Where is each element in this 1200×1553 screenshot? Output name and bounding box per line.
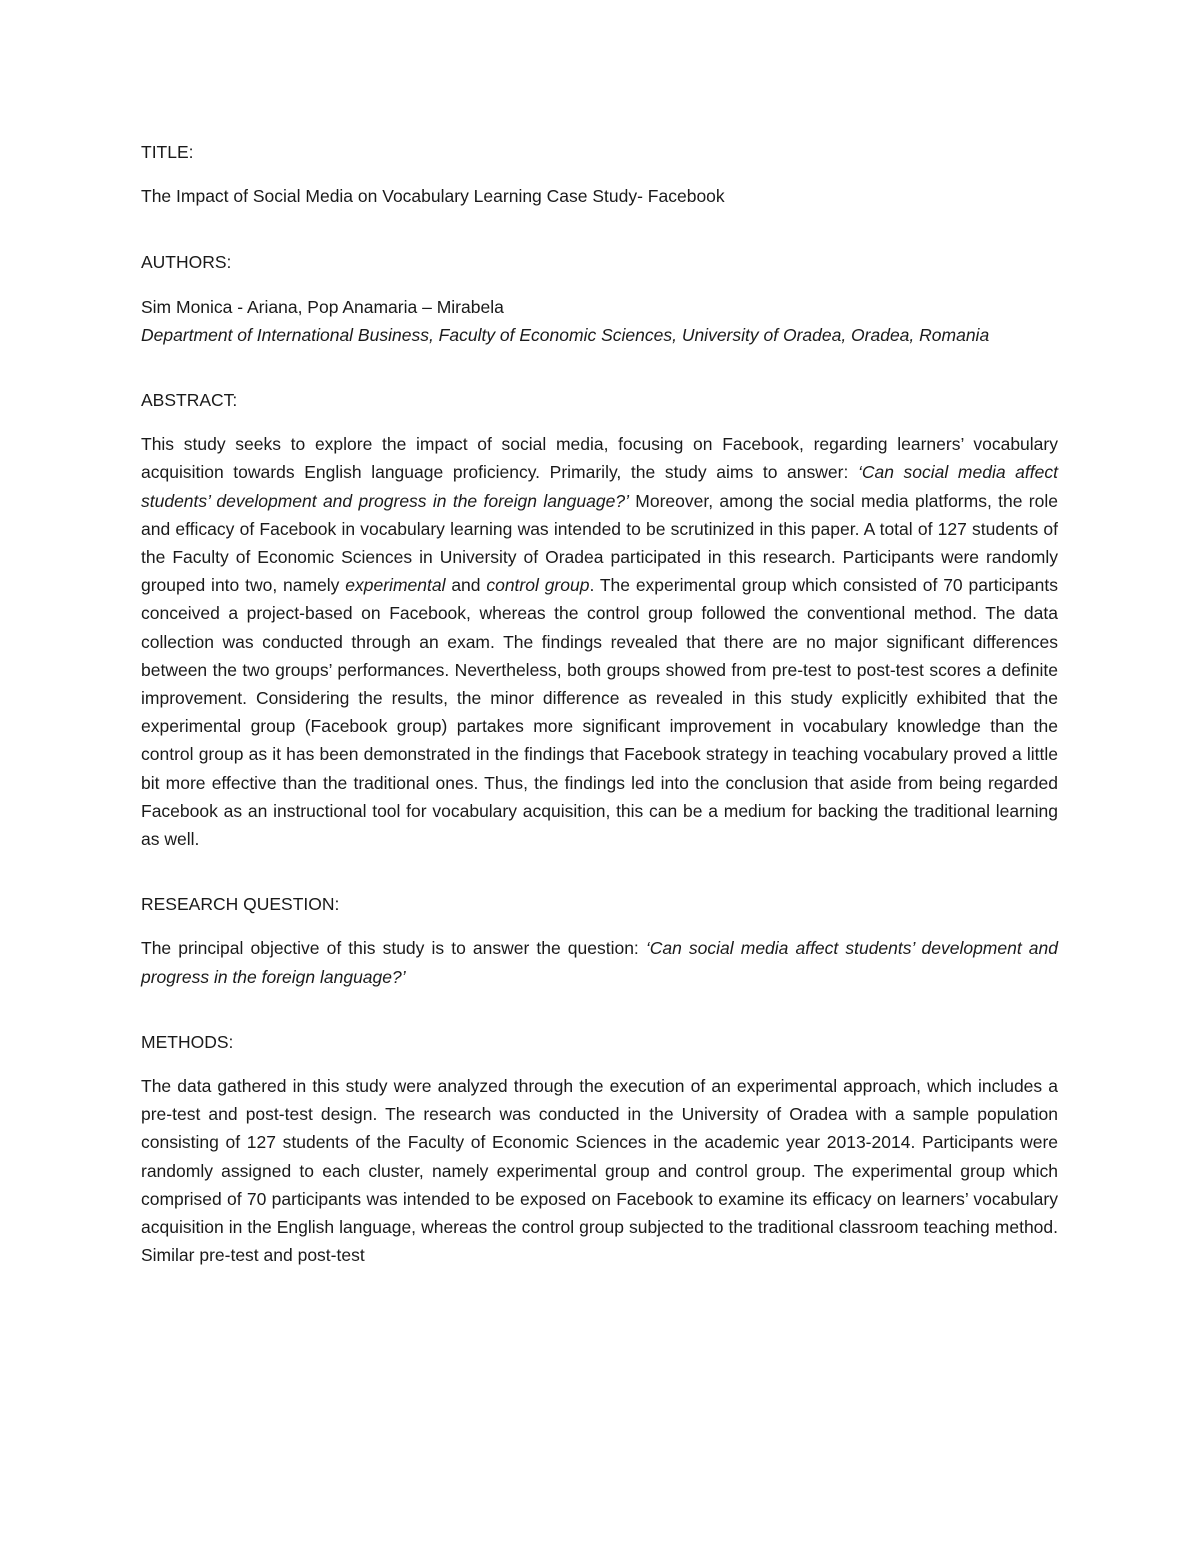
research-question-intro: The principal objective of this study is to answer the question:: [141, 938, 646, 959]
authors-label: AUTHORS:: [141, 252, 232, 273]
abstract-question: ‘Can social media affect students’ development and progress in the foreign language?’: [141, 462, 1058, 511]
methods-label: METHODS:: [141, 1031, 234, 1052]
abstract-text-2: Moreover, among the social media platforms, the role and efficacy of Facebook in vocabulary learning was intended to be scrutinized in this paper. A total of 127 students of the Faculty of Economic Sciences in University of Oradea participated in this research. Participants were randomly grouped into two, namely: [141, 490, 1058, 596]
author-names: Sim Monica - Ariana, Pop Anamaria – Mirabela: [141, 296, 504, 317]
abstract-term-experimental: experimental: [345, 575, 446, 596]
paper-title: The Impact of Social Media on Vocabulary Learning Case Study- Facebook: [141, 186, 725, 207]
methods-paragraph: The data gathered in this study were analyzed through the execution of an experimental approach, which includes a pre-test and post-test design. The research was conducted in the University of Oradea with a sample population consisting of 127 students of the Faculty of Economic Sciences in the academic year 2013-2014. Participants were randomly assigned to each cluster, namely experimental group and control group. The experimental group which comprised of 70 participants was intended to be exposed on Facebook to examine its efficacy on learners’ vocabulary acquisition in the English language, whereas the control group subjected to the traditional classroom teaching method. Similar pre-test and post-test: [141, 1076, 1058, 1266]
research-question-label: RESEARCH QUESTION:: [141, 894, 340, 915]
abstract-text-3: and: [445, 575, 487, 596]
research-question-paragraph: [141, 934, 1058, 990]
abstract-text-1: This study seeks to explore the impact of social media, focusing on Facebook, regarding learners’ vocabulary acquisition towards English language proficiency. Primarily, the study aims to answer:: [141, 434, 1058, 483]
title-label: TITLE:: [141, 142, 194, 162]
abstract-text-4: . The experimental group which consisted of 70 participants conceived a project-based on Facebook, whereas the control group followed the conventional method. The data collection was conducted through an exam. The findings revealed that there are no major significant differences between the two groups’ performances. Nevertheless, both groups showed from pre-test to post-test scores a definite improvement. Considering the results, the minor difference as revealed in this study explicitly exhibited that the experimental group (Facebook group) partakes more significant improvement in vocabulary knowledge than the control group as it has been demonstrated in the findings that Facebook strategy in teaching vocabulary proved a little bit more effective than the traditional ones. Thus, the findings led into the conclusion that aside from being regarded Facebook as an instructional tool for vocabulary acquisition, this can be a medium for backing the traditional learning as well.: [141, 575, 1058, 850]
abstract-term-control-group: control group: [486, 575, 590, 596]
abstract-paragraph: [141, 430, 1058, 853]
author-affiliation: Department of International Business, Faculty of Economic Sciences, University of Oradea, Oradea, Romania: [141, 324, 990, 345]
research-question-text: ‘Can social media affect students’ development and progress in the foreign language?’: [141, 938, 1058, 987]
abstract-label: ABSTRACT:: [141, 390, 238, 411]
document-page: [141, 138, 1058, 1270]
